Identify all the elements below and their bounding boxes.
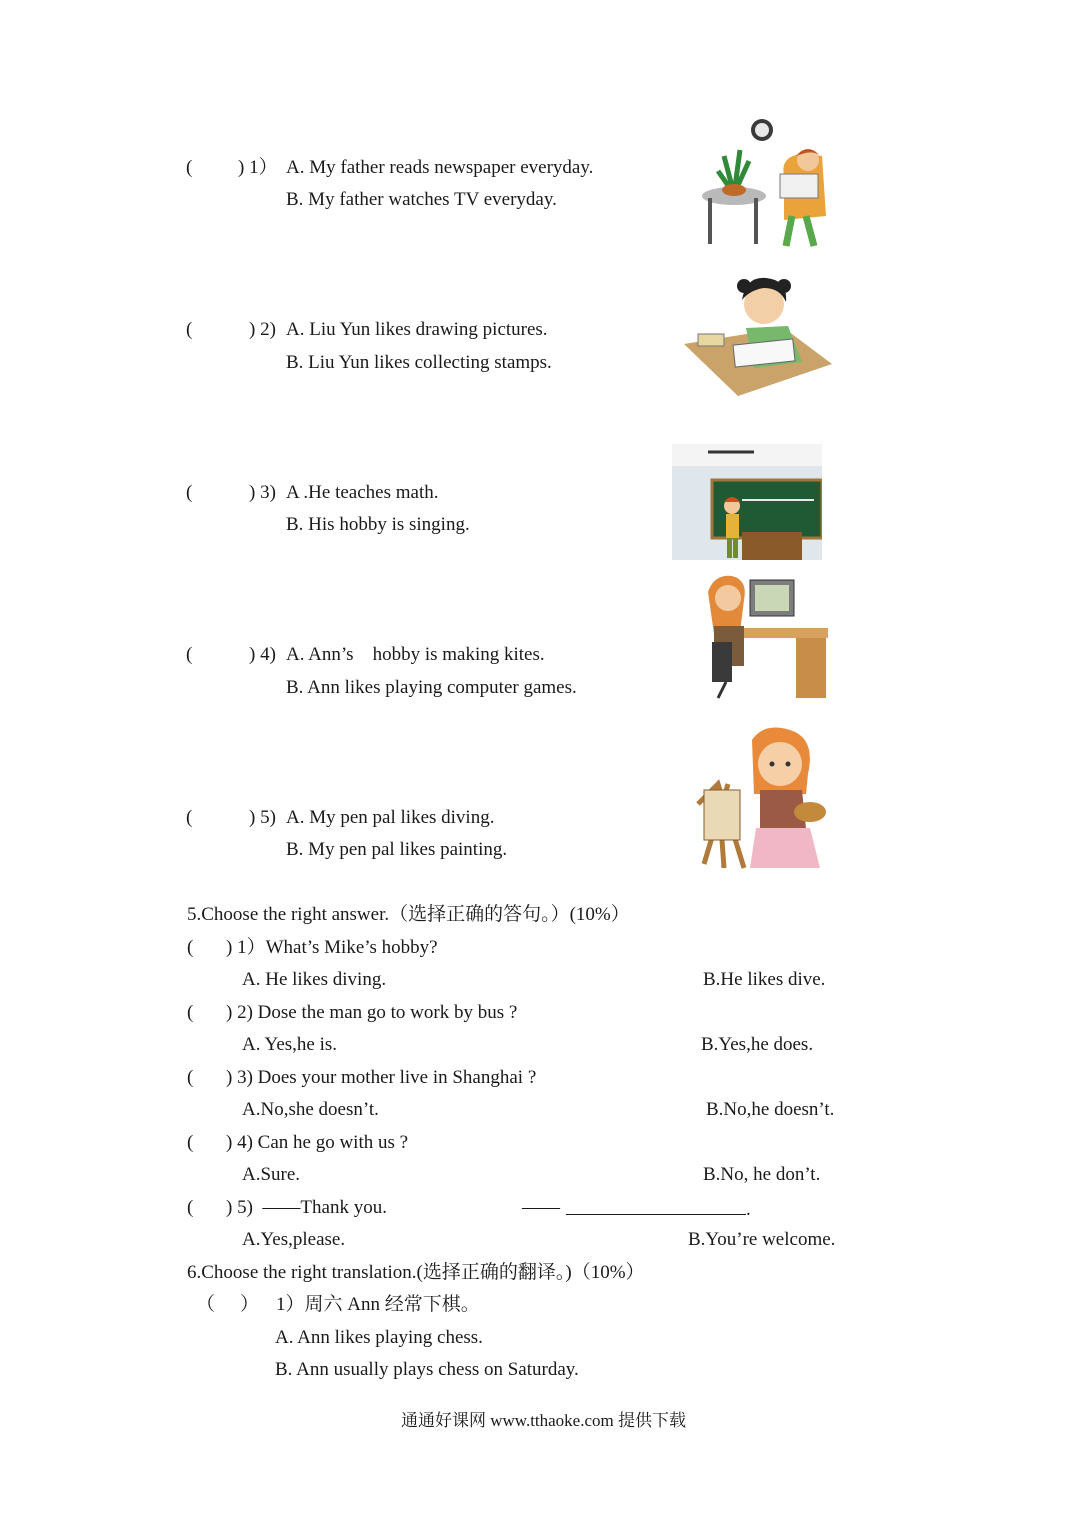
answer-paren[interactable]: ( xyxy=(186,319,193,340)
option-b: B.Yes,he does. xyxy=(701,1034,814,1055)
option-b: B. Ann usually plays chess on Saturday. xyxy=(275,1359,579,1380)
answer-paren-close: ） xyxy=(240,1294,260,1315)
option-a: A. My father reads newspaper everyday. xyxy=(286,157,594,178)
question-text: ) 2) Dose the man go to work by bus ? xyxy=(226,1002,518,1023)
question-number: ) 1） xyxy=(238,157,278,178)
option-b: B. Ann likes playing computer games. xyxy=(286,677,577,698)
answer-paren[interactable]: ( xyxy=(187,1002,194,1023)
answer-paren[interactable]: （ xyxy=(196,1294,216,1315)
answer-blank[interactable]: . xyxy=(566,1196,751,1222)
option-b: B. Liu Yun likes collecting stamps. xyxy=(286,352,552,373)
option-a: A.Yes,please. xyxy=(242,1229,346,1250)
answer-paren[interactable]: ( xyxy=(187,1067,194,1088)
girl-painting-easel-image xyxy=(694,724,830,870)
option-b: B. My father watches TV everyday. xyxy=(286,189,557,210)
page-footer: 通通好课网 www.tthaoke.com 提供下载 xyxy=(400,1411,687,1430)
question-text: ) 1）What’s Mike’s hobby? xyxy=(226,937,438,958)
option-a: A. He likes diving. xyxy=(242,969,387,990)
section-6-heading: 6.Choose the right translation.(选择正确的翻译。)（10%） xyxy=(187,1262,645,1283)
option-a: A.No,she doesn’t. xyxy=(242,1099,379,1120)
question-number: ) 4) xyxy=(249,644,276,665)
option-a: A .He teaches math. xyxy=(286,482,439,503)
option-a: A. Ann likes playing chess. xyxy=(275,1327,483,1348)
answer-paren[interactable]: ( xyxy=(186,807,193,828)
question-text: ) 4) Can he go with us ? xyxy=(226,1132,409,1153)
answer-paren[interactable]: ( xyxy=(186,482,193,503)
question-number: ) 5) xyxy=(249,807,276,828)
option-b: B.He likes dive. xyxy=(703,969,826,990)
answer-paren[interactable]: ( xyxy=(186,644,193,665)
option-b: B. His hobby is singing. xyxy=(286,514,470,535)
option-a: A. Yes,he is. xyxy=(242,1034,338,1055)
teacher-at-blackboard-image xyxy=(672,444,822,560)
section-5-heading: 5.Choose the right answer.（选择正确的答句。）(10%） xyxy=(187,904,630,925)
question-text: ) 5) ——Thank you. xyxy=(226,1197,387,1218)
answer-paren[interactable]: ( xyxy=(186,157,193,178)
answer-paren[interactable]: ( xyxy=(187,1197,194,1218)
option-b: B.No, he don’t. xyxy=(703,1164,821,1185)
option-a: A. My pen pal likes diving. xyxy=(286,807,495,828)
option-a: A.Sure. xyxy=(242,1164,301,1185)
option-a: A. Liu Yun likes drawing pictures. xyxy=(286,319,548,340)
answer-paren[interactable]: ( xyxy=(187,937,194,958)
option-b: B. My pen pal likes painting. xyxy=(286,839,508,860)
question-number: ) 2) xyxy=(249,319,276,340)
option-a: A. Ann’s hobby is making kites. xyxy=(286,644,545,665)
girl-collecting-stamps-image xyxy=(684,270,834,398)
question-text: ) 3) Does your mother live in Shanghai ? xyxy=(226,1067,537,1088)
father-reading-newspaper-image xyxy=(694,116,834,250)
option-b: B.No,he doesn’t. xyxy=(706,1099,835,1120)
answer-paren[interactable]: ( xyxy=(187,1132,194,1153)
option-b: B.You’re welcome. xyxy=(688,1229,836,1250)
girl-at-computer-image xyxy=(704,572,830,702)
reply-dash: —— xyxy=(522,1197,560,1218)
question-number: ) 3) xyxy=(249,482,276,503)
question-text: 1）周六 Ann 经常下棋。 xyxy=(276,1294,480,1315)
